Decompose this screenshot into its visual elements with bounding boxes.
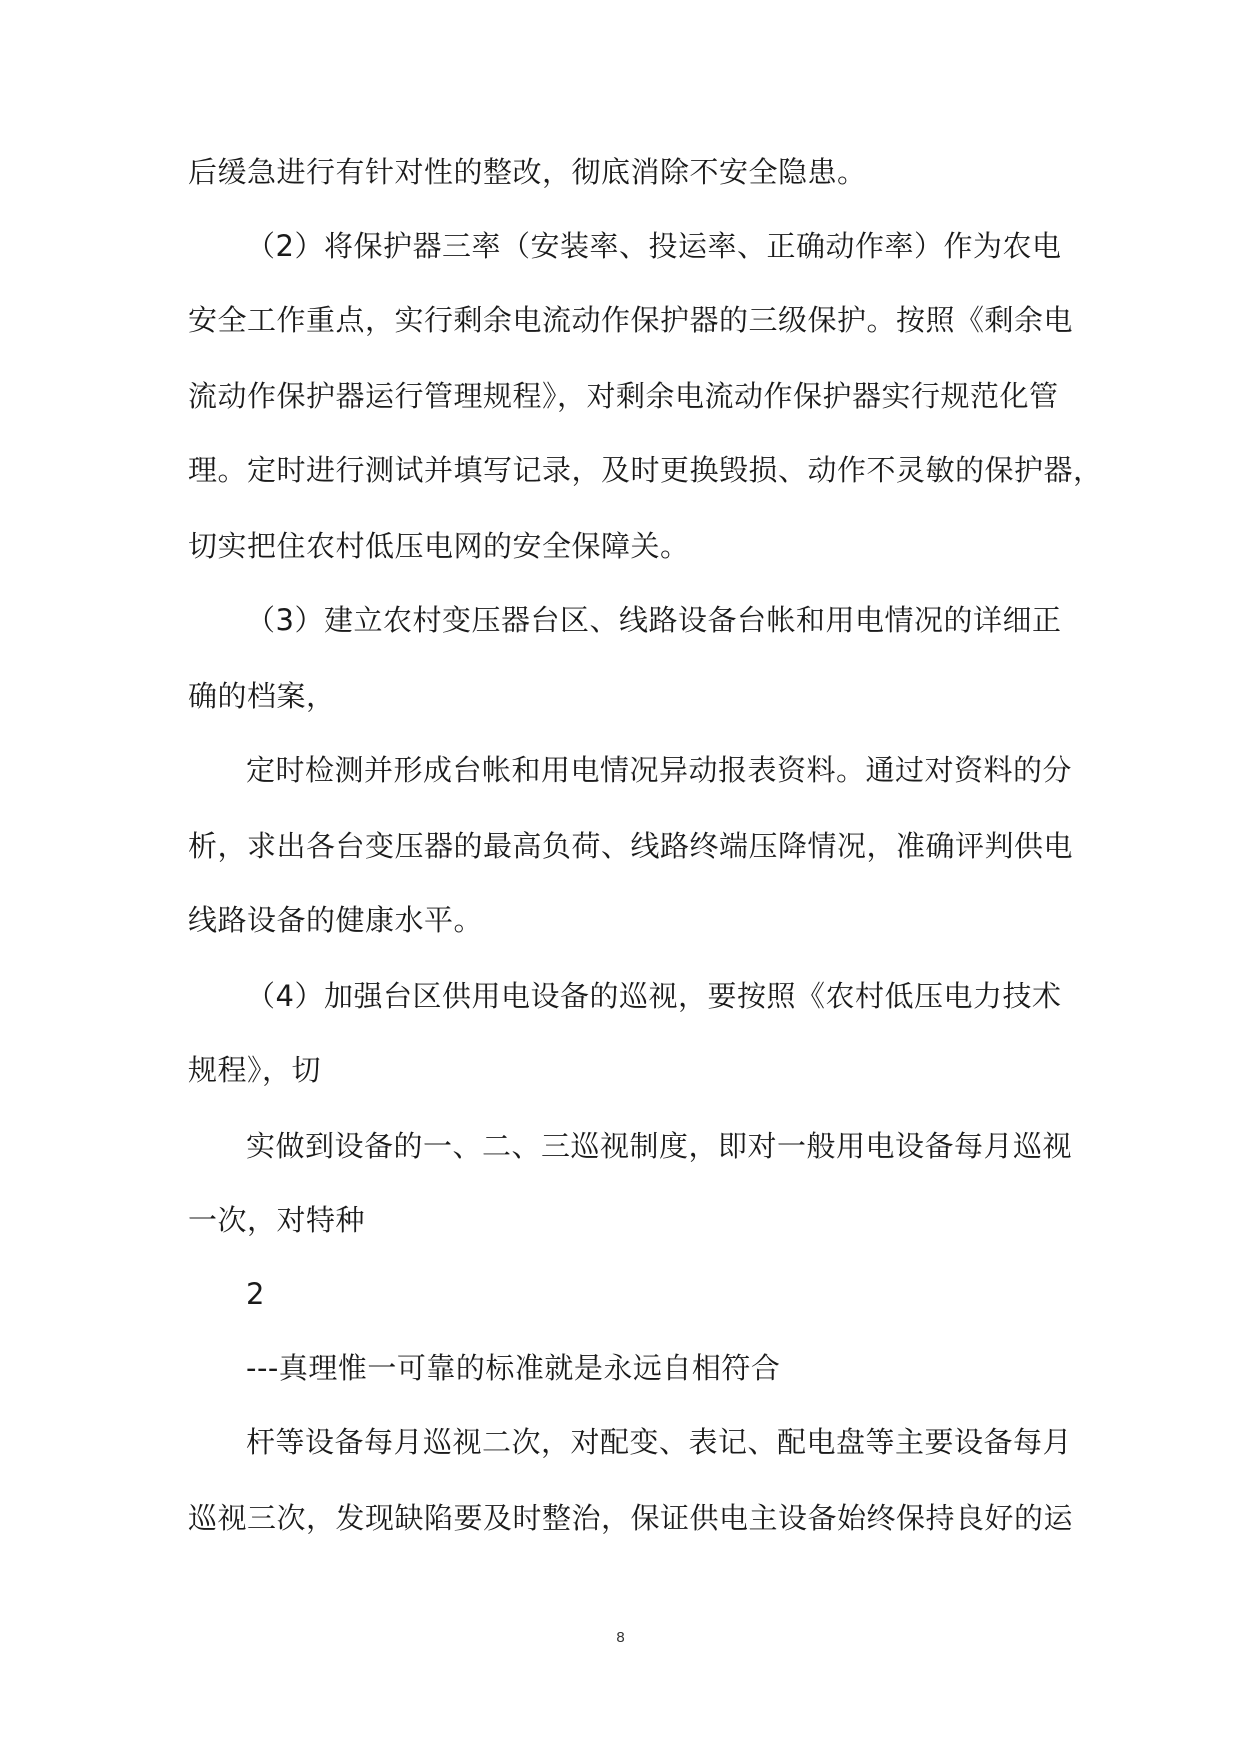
text-line-12: （4）加强台区供用电设备的巡视，要按照《农村低压电力技术: [246, 979, 1062, 1013]
text-line-11: 线路设备的健康水平。: [188, 903, 484, 937]
text-line-13: 规程》，切: [188, 1053, 322, 1087]
text-line-19: 巡视三次，发现缺陷要及时整治，保证供电主设备始终保持良好的运: [188, 1501, 1074, 1535]
text-line-8: 确的档案，: [188, 679, 336, 713]
text-line-14: 实做到设备的一、二、三巡视制度，即对一般用电设备每月巡视: [246, 1129, 1073, 1163]
page-number: 8: [616, 1629, 625, 1646]
text-line-15: 一次，对特种: [188, 1203, 366, 1237]
inline-page-number: 2: [246, 1277, 265, 1311]
text-line-3: 安全工作重点，实行剩余电流动作保护器的三级保护。按照《剩余电: [188, 303, 1074, 337]
quote-line: ---真理惟一可靠的标准就是永远自相符合: [246, 1351, 781, 1385]
text-line-10: 析，求出各台变压器的最高负荷、线路终端压降情况，准确评判供电: [188, 829, 1074, 863]
text-line-6: 切实把住农村低压电网的安全保障关。: [188, 529, 690, 563]
text-line-1: 后缓急进行有针对性的整改，彻底消除不安全隐患。: [188, 155, 867, 189]
text-line-5: 理。定时进行测试并填写记录，及时更换毁损、动作不灵敏的保护器，: [188, 453, 1103, 487]
text-line-2: （2）将保护器三率（安装率、投运率、正确动作率）作为农电: [246, 229, 1062, 263]
text-line-9: 定时检测并形成台帐和用电情况异动报表资料。通过对资料的分: [246, 753, 1073, 787]
text-line-18: 杆等设备每月巡视二次，对配变、表记、配电盘等主要设备每月: [246, 1425, 1073, 1459]
text-line-7: （3）建立农村变压器台区、线路设备台帐和用电情况的详细正: [246, 603, 1062, 637]
text-line-4: 流动作保护器运行管理规程》，对剩余电流动作保护器实行规范化管: [188, 379, 1059, 413]
